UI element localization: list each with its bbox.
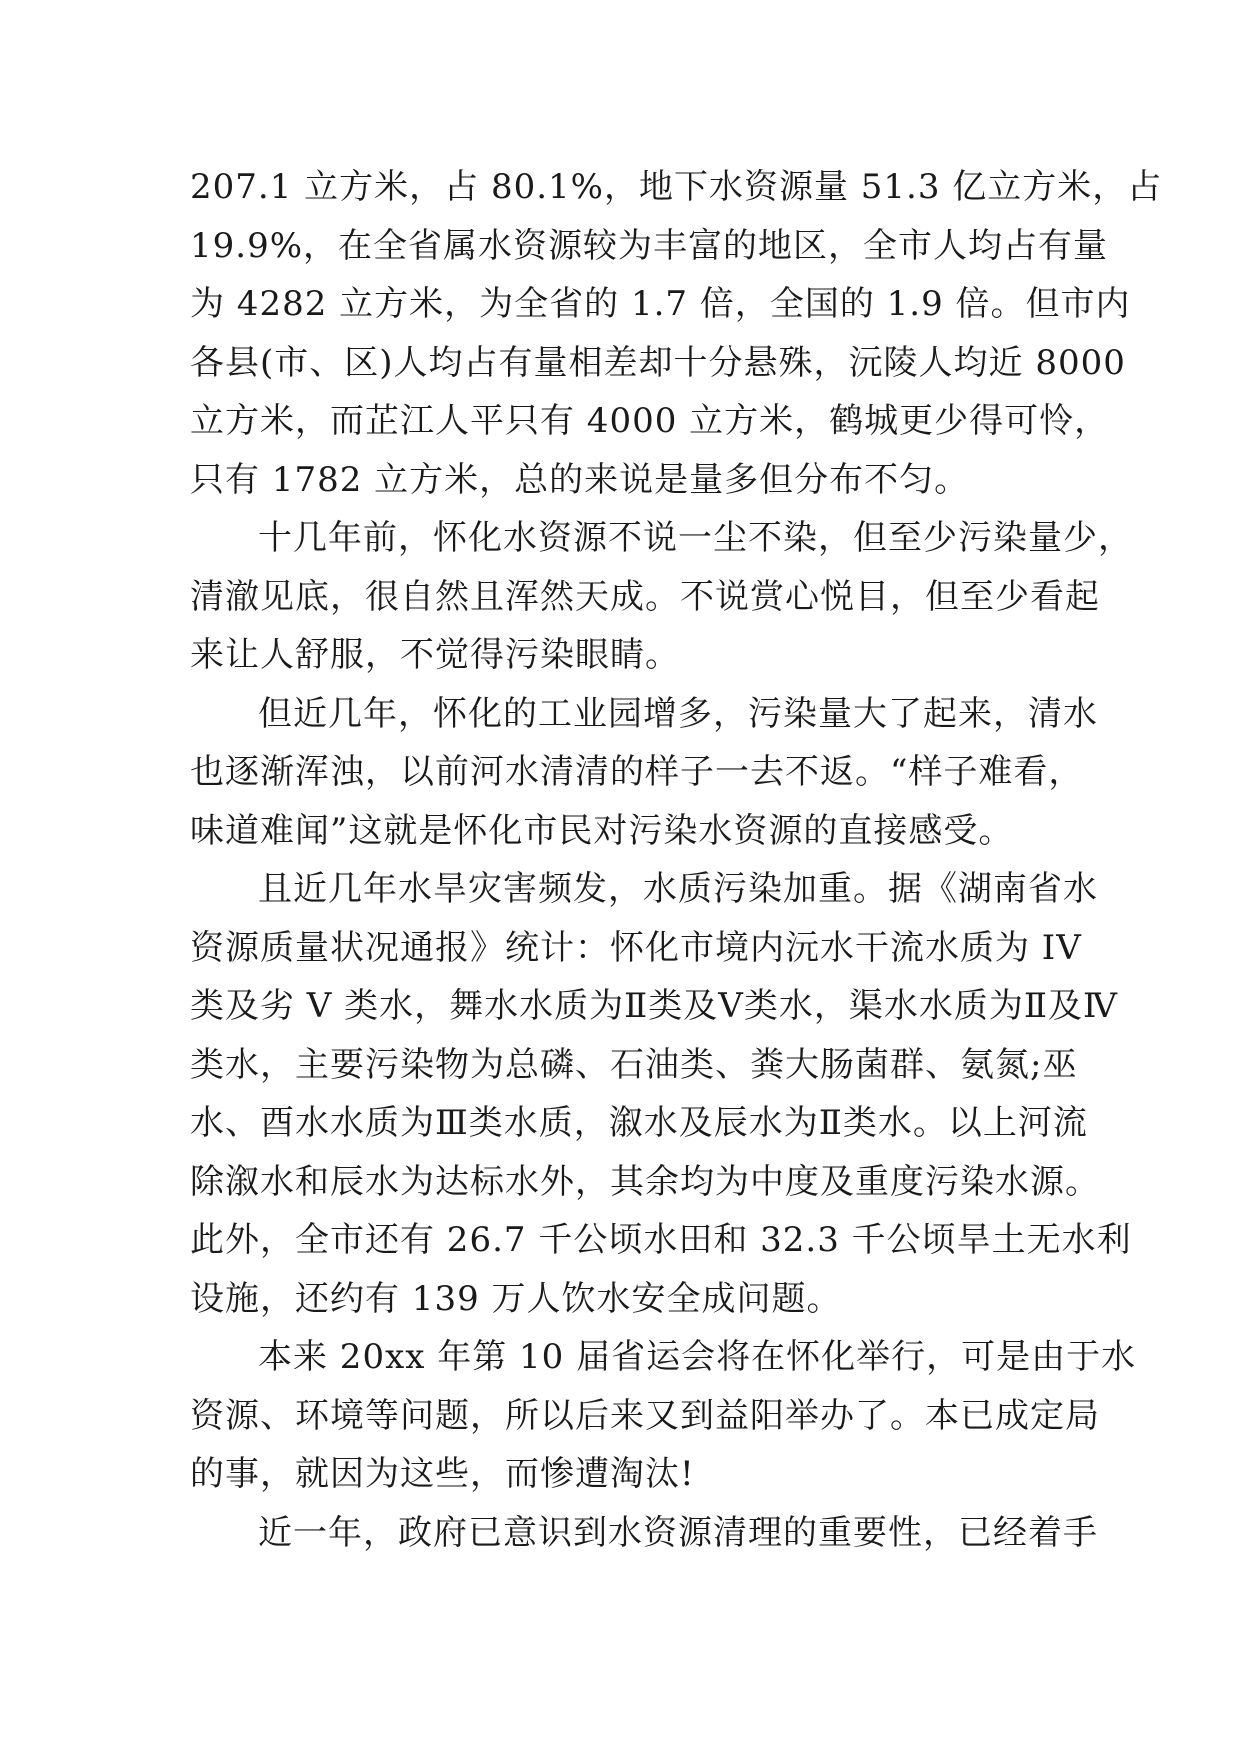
text-line: 本来 20xx 年第 10 届省运会将在怀化举行，可是由于水 bbox=[258, 1337, 1137, 1377]
text-line: 且近几年水旱灾害频发，水质污染加重。据《湖南省水 bbox=[258, 869, 1098, 909]
text-line: 各县(市、区)人均占有量相差却十分悬殊，沅陵人均近 8000 bbox=[190, 342, 1126, 383]
text-line: 来让人舒服，不觉得污染眼睛。 bbox=[190, 635, 680, 675]
text-line: 味道难闻”这就是怀化市民对污染水资源的直接感受。 bbox=[190, 810, 1014, 851]
paragraph bbox=[190, 1504, 1098, 1563]
text-line: 清澈见底，很自然且浑然天成。不说赏心悦目，但至少看起 bbox=[190, 576, 1100, 617]
text-line: 资源、环境等问题，所以后来又到益阳举办了。本已成定局 bbox=[190, 1395, 1100, 1436]
text-line: 十几年前，怀化水资源不说一尘不染，但至少污染量少， bbox=[258, 518, 1133, 558]
text-line: 水、酉水水质为Ⅲ类水质，溆水及辰水为Ⅱ类水。以上河流 bbox=[190, 1103, 1088, 1143]
text-line: 19.9%，在全省属水资源较为丰富的地区，全市人均占有量 bbox=[190, 225, 1109, 266]
paragraph bbox=[190, 509, 1133, 685]
paragraph bbox=[190, 685, 1098, 861]
text-line: 为 4282 立方米，为全省的 1.7 倍，全国的 1.9 倍。但市内 bbox=[190, 284, 1131, 324]
text-line: 207.1 立方米，占 80.1%，地下水资源量 51.3 亿立方米，占 bbox=[190, 167, 1163, 207]
paragraph bbox=[190, 860, 1132, 1328]
text-line: 类水，主要污染物为总磷、石油类、粪大肠菌群、氨氮;巫 bbox=[190, 1044, 1078, 1085]
text-line: 资源质量状况通报》统计：怀化市境内沅水干流水质为 IV bbox=[190, 927, 1082, 968]
text-line: 近一年，政府已意识到水资源清理的重要性，已经着手 bbox=[258, 1512, 1098, 1553]
text-line: 立方米，而芷江人平只有 4000 立方米，鹤城更少得可怜， bbox=[190, 401, 1110, 441]
text-line: 只有 1782 立方米，总的来说是量多但分布不匀。 bbox=[190, 459, 970, 500]
text-line: 此外，全市还有 26.7 千公顷水田和 32.3 千公顷旱土无水利 bbox=[190, 1220, 1132, 1260]
text-line: 但近几年，怀化的工业园增多，污染量大了起来，清水 bbox=[258, 693, 1098, 734]
document-body bbox=[190, 158, 1163, 1562]
paragraph bbox=[190, 158, 1163, 509]
text-line: 除溆水和辰水为达标水外，其余均为中度及重度污染水源。 bbox=[190, 1161, 1100, 1202]
text-line: 设施，还约有 139 万人饮水安全成问题。 bbox=[190, 1278, 842, 1319]
paragraph bbox=[190, 1328, 1137, 1504]
text-line: 也逐渐浑浊，以前河水清清的样子一去不返。“样子难看， bbox=[190, 752, 1084, 792]
text-line: 类及劣 V 类水，舞水水质为Ⅱ类及Ⅴ类水，渠水水质为Ⅱ及Ⅳ bbox=[190, 986, 1118, 1026]
text-line: 的事，就因为这些，而惨遭淘汰! bbox=[190, 1454, 695, 1494]
